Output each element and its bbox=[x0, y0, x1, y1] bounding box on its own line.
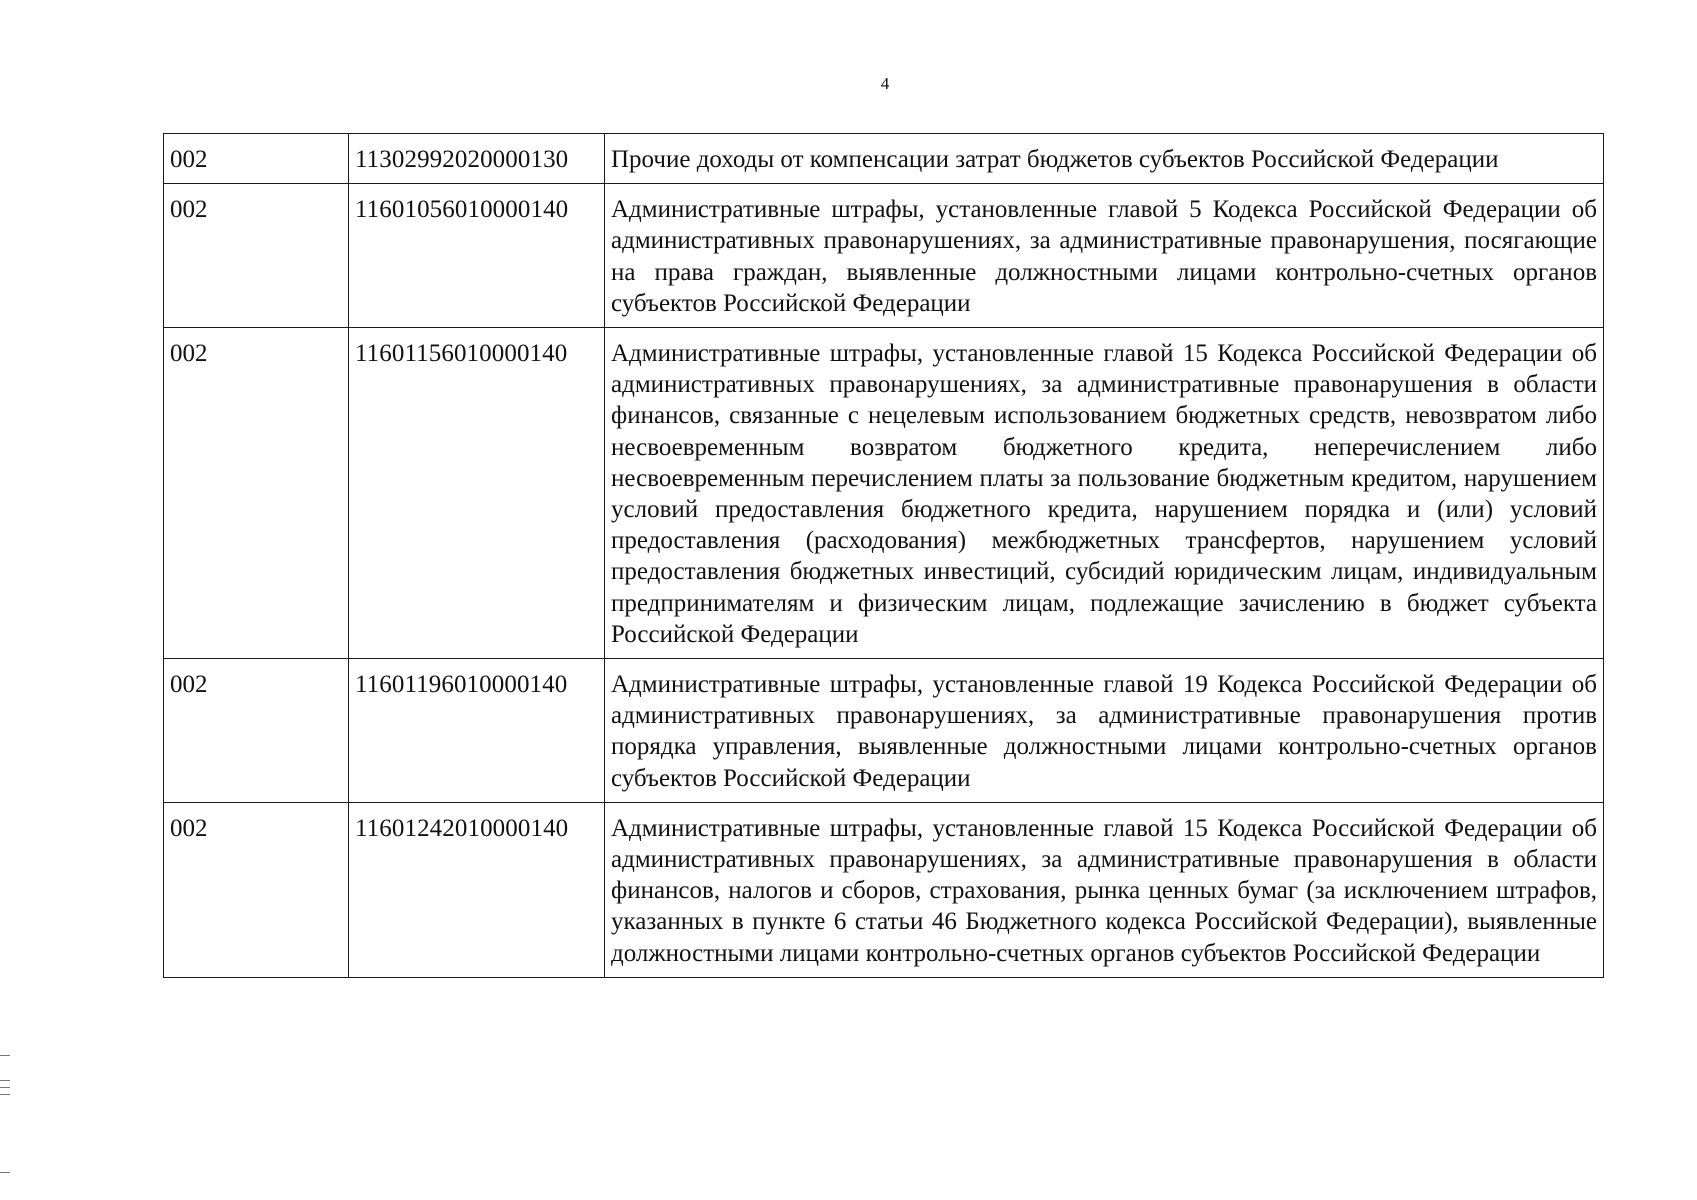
margin-scan-mark bbox=[0, 1172, 10, 1173]
admin-code-cell: 002 bbox=[164, 328, 349, 659]
description-cell: Административные штрафы, установленные главой 5 Кодекса Российской Федерации об административных правонарушениях, за административные правонарушения, посягающие на права граждан, выявленные должностными лицами контрольно-счетных органов субъектов Российской Федерации bbox=[605, 184, 1604, 328]
income-code-cell: 11601196010000140 bbox=[349, 659, 605, 803]
admin-code-cell: 002 bbox=[164, 134, 349, 184]
table-row bbox=[164, 328, 1604, 659]
description-cell: Административные штрафы, установленные главой 15 Кодекса Российской Федерации об административных правонарушениях, за административные правонарушения в области финансов, связанные с нецелевым использованием бюджетных средств, невозвратом либо несвоевременным возвратом бюджетного кредита, неперечислением либо несвоевременным перечислением платы за пользование бюджетным кредитом, нарушением условий предоставления бюджетного кредита, нарушением порядка и (или) условий предоставления (расходования) межбюджетных трансфертов, нарушением условий предоставления бюджетных инвестиций, субсидий юридическим лицам, индивидуальным предпринимателям и физическим лицам, подлежащие зачислению в бюджет субъекта Российской Федерации bbox=[605, 328, 1604, 659]
admin-code-cell: 002 bbox=[164, 802, 349, 977]
income-code-cell: 11601156010000140 bbox=[349, 328, 605, 659]
margin-scan-mark bbox=[0, 1087, 10, 1088]
income-code-cell: 11601056010000140 bbox=[349, 184, 605, 328]
table-row bbox=[164, 802, 1604, 977]
margin-scan-mark bbox=[0, 1055, 10, 1056]
admin-code-cell: 002 bbox=[164, 659, 349, 803]
margin-scan-mark bbox=[0, 1080, 10, 1081]
description-cell: Административные штрафы, установленные главой 19 Кодекса Российской Федерации об административных правонарушениях, за административные правонарушения против порядка управления, выявленные должностными лицами контрольно-счетных органов субъектов Российской Федерации bbox=[605, 659, 1604, 803]
description-cell: Административные штрафы, установленные главой 15 Кодекса Российской Федерации об административных правонарушениях, за административные правонарушения в области финансов, налогов и сборов, страхования, рынка ценных бумаг (за исключением штрафов, указанных в пункте 6 статьи 46 Бюджетного кодекса Российской Федерации), выявленные должностными лицами контрольно-счетных органов субъектов Российской Федерации bbox=[605, 802, 1604, 977]
income-code-cell: 11601242010000140 bbox=[349, 802, 605, 977]
description-cell: Прочие доходы от компенсации затрат бюджетов субъектов Российской Федерации bbox=[605, 134, 1604, 184]
margin-scan-mark bbox=[0, 1094, 10, 1095]
admin-code-cell: 002 bbox=[164, 184, 349, 328]
page-number: 4 bbox=[880, 74, 890, 93]
income-code-cell: 11302992020000130 bbox=[349, 134, 605, 184]
table-row bbox=[164, 184, 1604, 328]
income-codes-table bbox=[163, 133, 1604, 978]
table-row bbox=[164, 134, 1604, 184]
table-row bbox=[164, 659, 1604, 803]
